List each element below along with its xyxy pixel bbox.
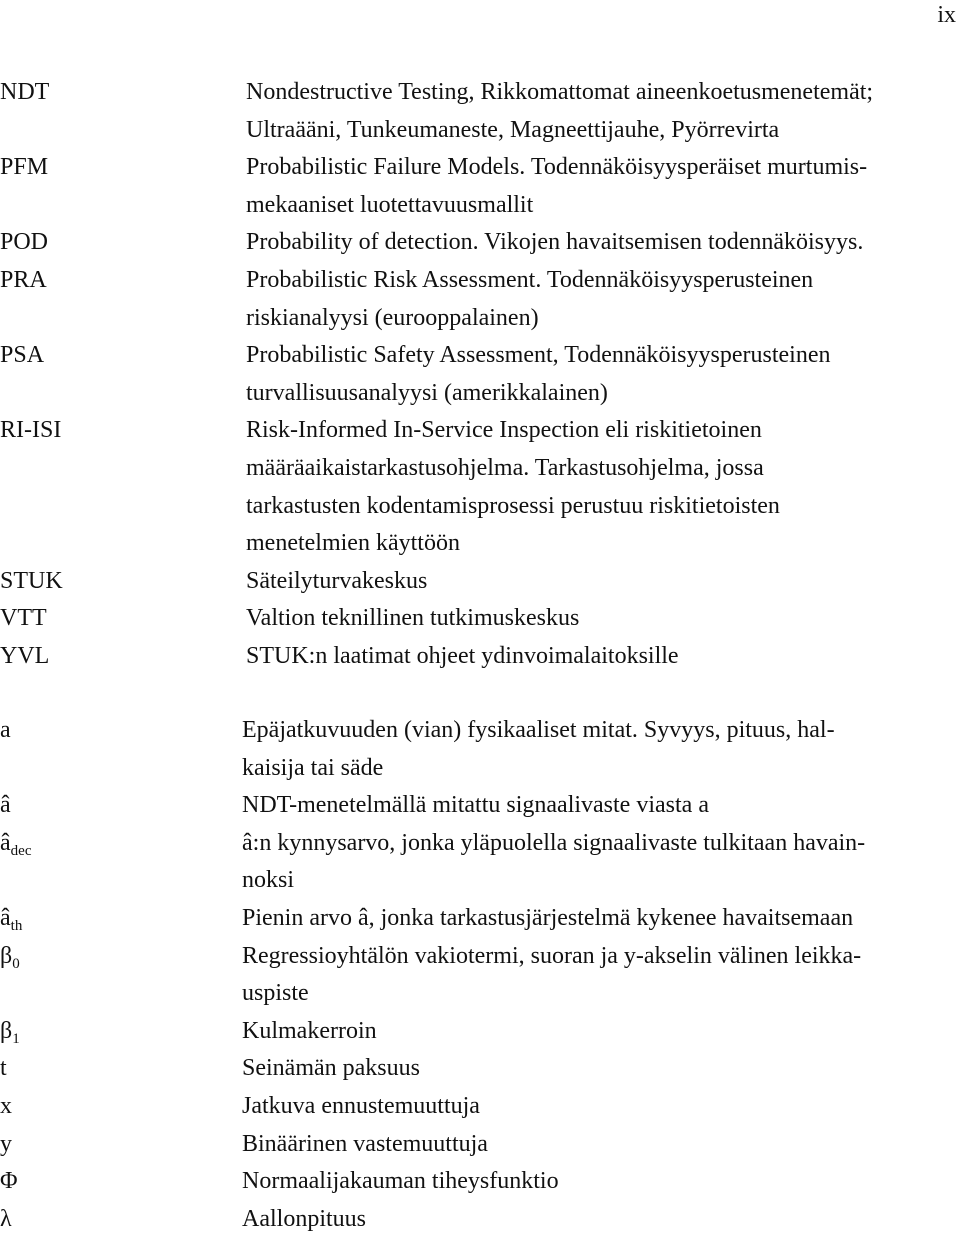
glossary-entry	[0, 638, 956, 676]
definition-line: Kulmakerroin	[242, 1017, 377, 1044]
definition-line: Jatkuva ennustemuuttuja	[242, 1092, 480, 1119]
definition-line: Seinämän paksuus	[242, 1055, 420, 1082]
entry-term	[0, 1013, 242, 1051]
glossary-entry	[0, 224, 956, 262]
term-text: y	[0, 1130, 12, 1157]
entry-definition	[242, 1013, 956, 1051]
definition-line: Probabilistic Failure Models. Todennäköisyysperäiset murtumis-	[246, 154, 868, 181]
term-subscript: dec	[10, 842, 32, 859]
entry-definition	[246, 262, 956, 337]
entry-term	[0, 825, 242, 900]
glossary-entry	[0, 1201, 956, 1238]
term-text: λ	[0, 1205, 12, 1232]
entry-term	[0, 74, 246, 149]
term-text: PRA	[0, 266, 47, 293]
term-text: â	[0, 829, 11, 856]
glossary-entry	[0, 563, 956, 601]
term-text: a	[0, 717, 11, 743]
entry-term	[0, 938, 242, 1013]
definition-line: Probabilistic Risk Assessment. Todennäköisyysperusteinen	[246, 266, 814, 293]
term-subscript: th	[10, 917, 23, 934]
entry-definition	[242, 1088, 956, 1126]
entry-term	[0, 149, 246, 224]
term-text: x	[0, 1092, 12, 1119]
glossary-entry	[0, 74, 956, 149]
glossary-entry	[0, 262, 956, 337]
entry-definition	[246, 337, 956, 412]
definition-line: riskianalyysi (eurooppalainen)	[246, 304, 539, 331]
term-text: β	[0, 942, 13, 969]
glossary-entry	[0, 149, 956, 224]
glossary-entry	[0, 600, 956, 638]
entry-term	[0, 1088, 242, 1126]
entry-definition	[242, 900, 956, 938]
entry-term	[0, 638, 246, 676]
definition-line: Säteilyturvakeskus	[246, 567, 428, 594]
definition-line: mekaaniset luotettavuusmallit	[246, 191, 534, 218]
glossary-entry	[0, 900, 956, 938]
glossary-entry	[0, 337, 956, 412]
term-text: NDT	[0, 79, 50, 105]
glossary-entry	[0, 1163, 956, 1201]
glossary-entry	[0, 825, 956, 900]
definition-line: Nondestructive Testing, Rikkomattomat aineenkoetusmenetemät;	[246, 79, 874, 105]
term-text: â	[0, 792, 11, 819]
definition-line: STUK:n laatimat ohjeet ydinvoimalaitoksille	[246, 642, 679, 669]
entry-definition	[242, 938, 956, 1013]
definition-line: Normaalijakauman tiheysfunktio	[242, 1168, 559, 1195]
definition-line: tarkastusten kodentamisprosessi perustuu riskitietoisten	[246, 492, 780, 519]
entry-term	[0, 563, 246, 601]
definition-line: Valtion teknillinen tutkimuskeskus	[246, 605, 580, 632]
entry-term	[0, 600, 246, 638]
entry-definition	[242, 712, 956, 787]
entry-definition	[242, 1201, 956, 1238]
definition-line: Aallonpituus	[242, 1205, 366, 1232]
definition-line: Epäjatkuvuuden (vian) fysikaaliset mitat. Syvyys, pituus, hal-	[242, 717, 835, 743]
term-text: YVL	[0, 642, 50, 669]
term-subscript: 0	[12, 955, 20, 972]
glossary-entry	[0, 1126, 956, 1164]
entry-definition	[242, 1163, 956, 1201]
definition-line: kaisija tai säde	[242, 754, 384, 781]
term-text: t	[0, 1055, 7, 1082]
entry-definition	[246, 412, 956, 562]
definition-line: Probabilistic Safety Assessment, Todennäköisyysperusteinen	[246, 342, 831, 369]
glossary-entry	[0, 1088, 956, 1126]
glossary-entry	[0, 712, 956, 787]
definition-line: noksi	[242, 867, 295, 894]
symbols-list	[0, 712, 956, 1238]
definition-line: Risk-Informed In-Service Inspection eli riskitietoinen	[246, 417, 762, 444]
glossary-entry	[0, 938, 956, 1013]
glossary-entry	[0, 412, 956, 562]
entry-term	[0, 1126, 242, 1164]
term-text: â	[0, 904, 11, 931]
term-text: PFM	[0, 154, 49, 181]
glossary-entry	[0, 1013, 956, 1051]
entry-term	[0, 337, 246, 412]
entry-term	[0, 1163, 242, 1201]
entry-term	[0, 1201, 242, 1238]
entry-definition	[246, 224, 956, 262]
definition-line: NDT-menetelmällä mitattu signaalivaste viasta a	[242, 792, 709, 819]
term-text: POD	[0, 229, 49, 256]
term-text: Φ	[0, 1168, 18, 1195]
term-text: STUK	[0, 567, 63, 594]
entry-definition	[246, 563, 956, 601]
entry-term	[0, 262, 246, 337]
entry-definition	[246, 600, 956, 638]
entry-definition	[242, 1050, 956, 1088]
entry-definition	[242, 1126, 956, 1164]
entry-definition	[242, 787, 956, 825]
entry-term	[0, 712, 242, 787]
entry-term	[0, 1050, 242, 1088]
term-text: β	[0, 1017, 13, 1044]
definition-line: määräaikaistarkastusohjelma. Tarkastusohjelma, jossa	[246, 454, 764, 481]
page-number: ix	[937, 2, 956, 28]
glossary-entry	[0, 1050, 956, 1088]
entry-term	[0, 900, 242, 938]
definition-line: Regressioyhtälön vakiotermi, suoran ja y-akselin välinen leikka-	[242, 942, 862, 969]
glossary-entry	[0, 787, 956, 825]
definition-line: Binäärinen vastemuuttuja	[242, 1130, 488, 1157]
entry-term	[0, 224, 246, 262]
term-subscript: 1	[12, 1030, 20, 1047]
abbreviations-list	[0, 74, 956, 676]
definition-line: Pienin arvo â, jonka tarkastusjärjestelmä kykenee havaitsemaan	[242, 904, 854, 931]
definition-line: menetelmien käyttöön	[246, 530, 460, 557]
term-text: RI-ISI	[0, 417, 62, 444]
definition-line: uspiste	[242, 980, 309, 1007]
term-text: VTT	[0, 605, 47, 632]
entry-term	[0, 787, 242, 825]
term-text: PSA	[0, 342, 45, 369]
entry-term	[0, 412, 246, 562]
definition-line: â:n kynnysarvo, jonka yläpuolella signaalivaste tulkitaan havain-	[242, 829, 866, 856]
entry-definition	[246, 149, 956, 224]
entry-definition	[242, 825, 956, 900]
definition-line: Probability of detection. Vikojen havaitsemisen todennäköisyys.	[246, 229, 864, 256]
entry-definition	[246, 638, 956, 676]
definition-line: Ultraääni, Tunkeumaneste, Magneettijauhe, Pyörrevirta	[246, 116, 780, 143]
entry-definition	[246, 74, 956, 149]
definition-line: turvallisuusanalyysi (amerikkalainen)	[246, 379, 608, 406]
